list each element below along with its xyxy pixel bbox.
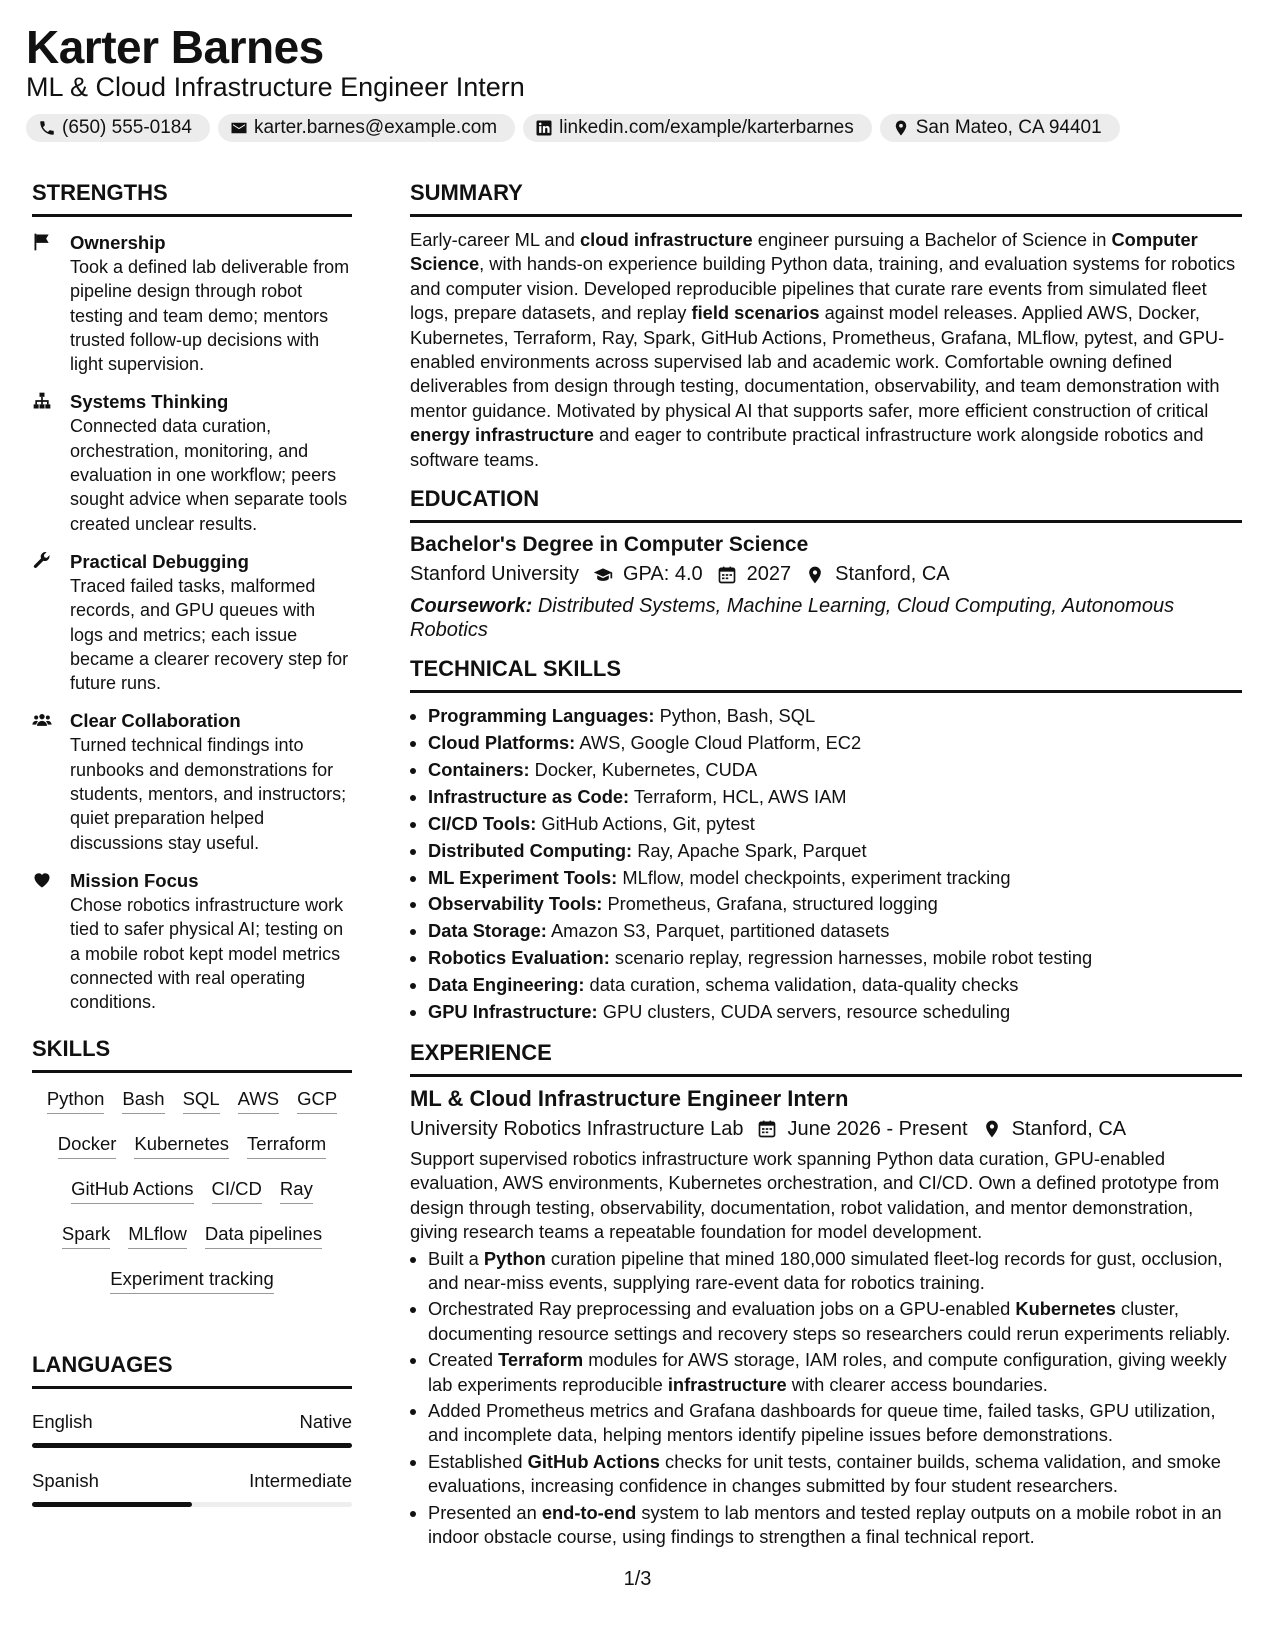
bold-text: cloud infrastructure xyxy=(580,229,753,250)
language-level: Intermediate xyxy=(249,1470,352,1492)
technical-skill-item xyxy=(428,945,1242,972)
job-location: Stanford, CA xyxy=(1011,1117,1127,1140)
language-level-fill xyxy=(32,1502,192,1507)
calendar-icon xyxy=(717,565,737,585)
skills-heading: SKILLS xyxy=(32,1036,352,1073)
language-level: Native xyxy=(299,1411,352,1433)
bold-text: Terraform xyxy=(498,1349,584,1371)
candidate-role: ML & Cloud Infrastructure Engineer Intern xyxy=(26,72,525,102)
technical-skill-label: ML Experiment Tools: xyxy=(428,866,618,888)
users-icon xyxy=(32,710,52,730)
experience-section xyxy=(410,1040,1242,1550)
contact-phone[interactable] xyxy=(26,114,210,142)
coursework xyxy=(410,594,1242,642)
graduation-year: 2027 xyxy=(746,563,792,586)
job-bullet xyxy=(428,1501,1242,1550)
right-column xyxy=(410,180,1242,1551)
contact-location xyxy=(880,114,1120,142)
summary-text xyxy=(410,228,1242,472)
strength-desc: Connected data curation, orchestration, monitoring, and evaluation in one workflow; peers sought advice when separate tools created unclear results. xyxy=(70,416,348,534)
contact-linkedin-text: linkedin.com/example/karterbarnes xyxy=(559,117,854,138)
text-run: Orchestrated Ray preprocessing and evaluation jobs on a GPU-enabled xyxy=(428,1298,1016,1320)
technical-skill-label: Data Engineering: xyxy=(428,974,585,996)
text-run: Established xyxy=(428,1450,528,1472)
skill-chip: GCP xyxy=(297,1087,337,1114)
strength-item xyxy=(32,389,352,535)
text-run: modules for AWS storage, IAM roles, and compute configuration, giving weekly lab experiments reproducible xyxy=(428,1349,1227,1395)
strength-desc: Traced failed tasks, malformed records, and GPU queues with logs and metrics; each issue became a clearer recovery step for future runs. xyxy=(70,575,349,694)
technical-skills-heading: TECHNICAL SKILLS xyxy=(410,656,1242,693)
envelope-icon xyxy=(230,119,248,137)
text-run: against model releases. Applied AWS, Docker, Kubernetes, Terraform, Ray, Spark, GitHub Actions, Prometheus, Grafana, MLflow, pytest, and GPU-enabled environments across supervised lab and academic work. Comfortable owning defined deliverables from design through testing, documentation, observability, and team demonstration with mentor guidance. Motivated by physical AI that supports safer, more efficient construction of critical xyxy=(410,302,1225,421)
summary-heading: SUMMARY xyxy=(410,180,1242,217)
text-run: , with hands-on experience building Python data, training, and evaluation systems for robotics and computer vision. Developed reproducible pipelines that curate rare events from simulated fleet logs, prepare datasets, and replay xyxy=(410,253,1236,324)
map-pin-icon xyxy=(805,565,825,585)
map-pin-icon xyxy=(892,119,910,137)
language-name: Spanish xyxy=(32,1470,99,1492)
text-run: checks for unit tests, container builds, schema validation, and smoke evaluations, increasing confidence in changes submitted by four student researchers. xyxy=(428,1450,1221,1497)
bold-text: Python xyxy=(483,1247,546,1269)
technical-skill-item xyxy=(428,865,1242,892)
technical-skill-label: CI/CD Tools: xyxy=(428,812,537,834)
strength-title: Mission Focus xyxy=(70,869,199,891)
skill-chip: Python xyxy=(47,1087,105,1114)
text-run: and eager to contribute practical infrastructure work alongside robotics and software teams. xyxy=(410,424,1204,470)
technical-skill-item xyxy=(428,703,1242,730)
text-run: system to lab mentors and tested replay outputs on a mobile robot in an indoor obstacle course, using findings to strengthen a final technical report. xyxy=(428,1501,1222,1548)
skill-chip: Terraform xyxy=(247,1132,326,1159)
strength-desc: Chose robotics infrastructure work tied to safer physical AI; testing on a mobile robot kept model metrics connected with real operating conditions. xyxy=(70,894,344,1013)
technical-skill-value: Docker, Kubernetes, CUDA xyxy=(534,758,758,780)
technical-skill-label: Infrastructure as Code: xyxy=(428,785,630,807)
flag-icon xyxy=(32,232,52,252)
bold-text: infrastructure xyxy=(667,1373,787,1395)
skill-chip: MLflow xyxy=(128,1222,187,1249)
job-organization: University Robotics Infrastructure Lab xyxy=(410,1117,744,1140)
languages-heading: LANGUAGES xyxy=(32,1352,352,1389)
technical-skill-value: AWS, Google Cloud Platform, EC2 xyxy=(579,731,862,753)
job-intro: Support supervised robotics infrastructure work spanning Python data curation, GPU-enabled evaluation, AWS environments, Kubernetes orchestration, and CI/CD. Own a defined prototype from design through testing, observability, documentation, robot validation, and mentor demonstration, giving research teams a repeatable foundation for model development. xyxy=(410,1147,1220,1243)
strength-item xyxy=(32,230,352,376)
text-run: curation pipeline that mined 180,000 simulated fleet-log records for gust, occlusion, and near-miss events, supplying rare-event data for robotics training. xyxy=(428,1247,1223,1293)
technical-skill-label: Containers: xyxy=(428,758,530,780)
skill-chip: GitHub Actions xyxy=(71,1177,193,1204)
skill-chip: SQL xyxy=(183,1087,220,1114)
strength-item xyxy=(32,708,352,854)
languages-section xyxy=(32,1352,352,1507)
contact-phone-text: (650) 555-0184 xyxy=(62,117,192,138)
technical-skill-item xyxy=(428,891,1242,918)
technical-skill-value: data curation, schema validation, data-quality checks xyxy=(589,974,1019,996)
bold-text: GitHub Actions xyxy=(527,1450,660,1472)
summary-section xyxy=(410,180,1242,472)
language-item xyxy=(32,1470,352,1507)
technical-skill-item xyxy=(428,999,1242,1026)
contact-location-text: San Mateo, CA 94401 xyxy=(915,117,1102,138)
bold-text: end-to-end xyxy=(541,1501,637,1523)
contact-bar xyxy=(26,114,1120,142)
technical-skill-item xyxy=(428,757,1242,784)
coursework-label: Coursework: xyxy=(410,595,533,618)
language-level-fill xyxy=(32,1443,352,1448)
heart-icon xyxy=(32,870,52,890)
technical-skill-value: MLflow, model checkpoints, experiment tracking xyxy=(622,866,1011,888)
technical-skill-value: Amazon S3, Parquet, partitioned datasets xyxy=(550,920,890,942)
skill-chip: AWS xyxy=(238,1087,279,1114)
technical-skill-item xyxy=(428,730,1242,757)
technical-skills-section xyxy=(410,656,1242,1026)
bold-text: energy infrastructure xyxy=(410,424,594,446)
strength-desc: Turned technical findings into runbooks and demonstrations for students, mentors, and instructors; quiet preparation helped discussions stay useful. xyxy=(70,735,347,853)
skill-chip: Docker xyxy=(58,1132,117,1159)
job-bullet xyxy=(428,1247,1242,1296)
job-bullet xyxy=(428,1348,1242,1397)
text-run: Added Prometheus metrics and Grafana dashboards for queue time, failed tasks, GPU utilization, and incomplete data, helping mentors identify pipeline issues before demonstrations. xyxy=(428,1400,1216,1446)
technical-skill-value: Prometheus, Grafana, structured logging xyxy=(607,893,938,915)
gpa: GPA: 4.0 xyxy=(622,563,703,586)
language-item xyxy=(32,1411,352,1448)
contact-email-text: karter.barnes@example.com xyxy=(253,117,498,138)
technical-skill-label: Programming Languages: xyxy=(428,705,655,727)
education-heading: EDUCATION xyxy=(410,486,1242,523)
degree-title: Bachelor's Degree in Computer Science xyxy=(410,533,809,557)
skills-chips xyxy=(42,1087,342,1312)
strength-item xyxy=(32,549,352,695)
skills-section xyxy=(32,1036,352,1312)
skill-chip: Bash xyxy=(122,1087,164,1114)
technical-skill-item xyxy=(428,838,1242,865)
skill-chip: Experiment tracking xyxy=(110,1267,273,1294)
contact-email[interactable] xyxy=(218,114,515,142)
technical-skill-item xyxy=(428,784,1242,811)
strengths-heading: STRENGTHS xyxy=(32,180,352,217)
job-bullets xyxy=(410,1247,1242,1550)
strength-desc: Took a defined lab deliverable from pipeline design through robot testing and team demo; mentors trusted follow-up decisions with light supervision. xyxy=(70,257,350,375)
page-number: 1/3 xyxy=(623,1568,652,1590)
strength-title: Ownership xyxy=(70,232,166,253)
job-bullet xyxy=(428,1297,1242,1346)
school-name: Stanford University xyxy=(410,563,579,586)
contact-linkedin[interactable] xyxy=(523,114,872,142)
technical-skill-label: Observability Tools: xyxy=(428,893,603,915)
coursework-list: Distributed Systems, Machine Learning, Cloud Computing, Autonomous Robotics xyxy=(410,595,1175,642)
technical-skill-item xyxy=(428,918,1242,945)
calendar-icon xyxy=(757,1119,777,1139)
technical-skill-value: Terraform, HCL, AWS IAM xyxy=(633,785,847,807)
skill-chip: Kubernetes xyxy=(134,1132,229,1159)
technical-skill-value: Python, Bash, SQL xyxy=(659,705,816,727)
technical-skill-label: Cloud Platforms: xyxy=(428,731,576,753)
strength-title: Practical Debugging xyxy=(70,550,249,572)
technical-skill-item xyxy=(428,972,1242,999)
technical-skill-label: Robotics Evaluation: xyxy=(428,947,610,969)
education-meta xyxy=(410,563,1242,586)
technical-skill-value: Ray, Apache Spark, Parquet xyxy=(637,839,867,861)
job-title: ML & Cloud Infrastructure Engineer Intern xyxy=(410,1085,849,1111)
skill-chip: Spark xyxy=(62,1222,110,1249)
text-run: Built a xyxy=(428,1247,484,1269)
text-run: engineer pursuing a Bachelor of Science in xyxy=(752,229,1112,250)
wrench-icon xyxy=(32,551,52,571)
experience-heading: EXPERIENCE xyxy=(410,1040,1242,1077)
job-meta xyxy=(410,1118,1242,1141)
job-dates: June 2026 - Present xyxy=(787,1117,968,1140)
technical-skill-label: Distributed Computing: xyxy=(428,839,633,861)
education-section xyxy=(410,486,1242,642)
technical-skill-item xyxy=(428,811,1242,838)
skill-chip: Data pipelines xyxy=(205,1222,322,1249)
technical-skill-value: scenario replay, regression harnesses, mobile robot testing xyxy=(614,947,1093,969)
left-column xyxy=(32,180,352,1507)
text-run: Early-career ML and xyxy=(410,229,581,250)
technical-skill-label: Data Storage: xyxy=(428,920,547,942)
map-pin-icon xyxy=(982,1119,1002,1139)
text-run: with clearer access boundaries. xyxy=(786,1373,1048,1395)
text-run: Presented an xyxy=(428,1501,542,1523)
technical-skill-value: GitHub Actions, Git, pytest xyxy=(541,812,755,834)
strength-title: Systems Thinking xyxy=(70,391,229,413)
linkedin-icon xyxy=(535,119,553,137)
phone-icon xyxy=(38,119,56,137)
bold-text: Computer Science xyxy=(410,229,1198,275)
technical-skills-list xyxy=(410,703,1242,1026)
skill-chip: Ray xyxy=(280,1177,313,1204)
graduation-cap-icon xyxy=(593,565,613,585)
language-name: English xyxy=(32,1411,93,1433)
text-run: cluster, documenting resource settings and recovery steps so researchers could rerun experiments reliably. xyxy=(428,1298,1231,1344)
technical-skill-value: GPU clusters, CUDA servers, resource scheduling xyxy=(602,1001,1011,1023)
text-run: Created xyxy=(428,1349,499,1371)
education-location: Stanford, CA xyxy=(835,563,950,586)
bold-text: Kubernetes xyxy=(1015,1298,1116,1320)
strength-title: Clear Collaboration xyxy=(70,710,241,732)
candidate-name: Karter Barnes xyxy=(26,21,324,73)
strength-item xyxy=(32,868,352,1014)
job-bullet xyxy=(428,1399,1242,1448)
job-bullet xyxy=(428,1450,1242,1499)
language-level-bar xyxy=(32,1443,352,1448)
language-level-bar xyxy=(32,1502,352,1507)
sitemap-icon xyxy=(32,391,52,411)
technical-skill-label: GPU Infrastructure: xyxy=(428,1001,598,1023)
bold-text: field scenarios xyxy=(691,302,820,324)
skill-chip: CI/CD xyxy=(212,1177,262,1204)
